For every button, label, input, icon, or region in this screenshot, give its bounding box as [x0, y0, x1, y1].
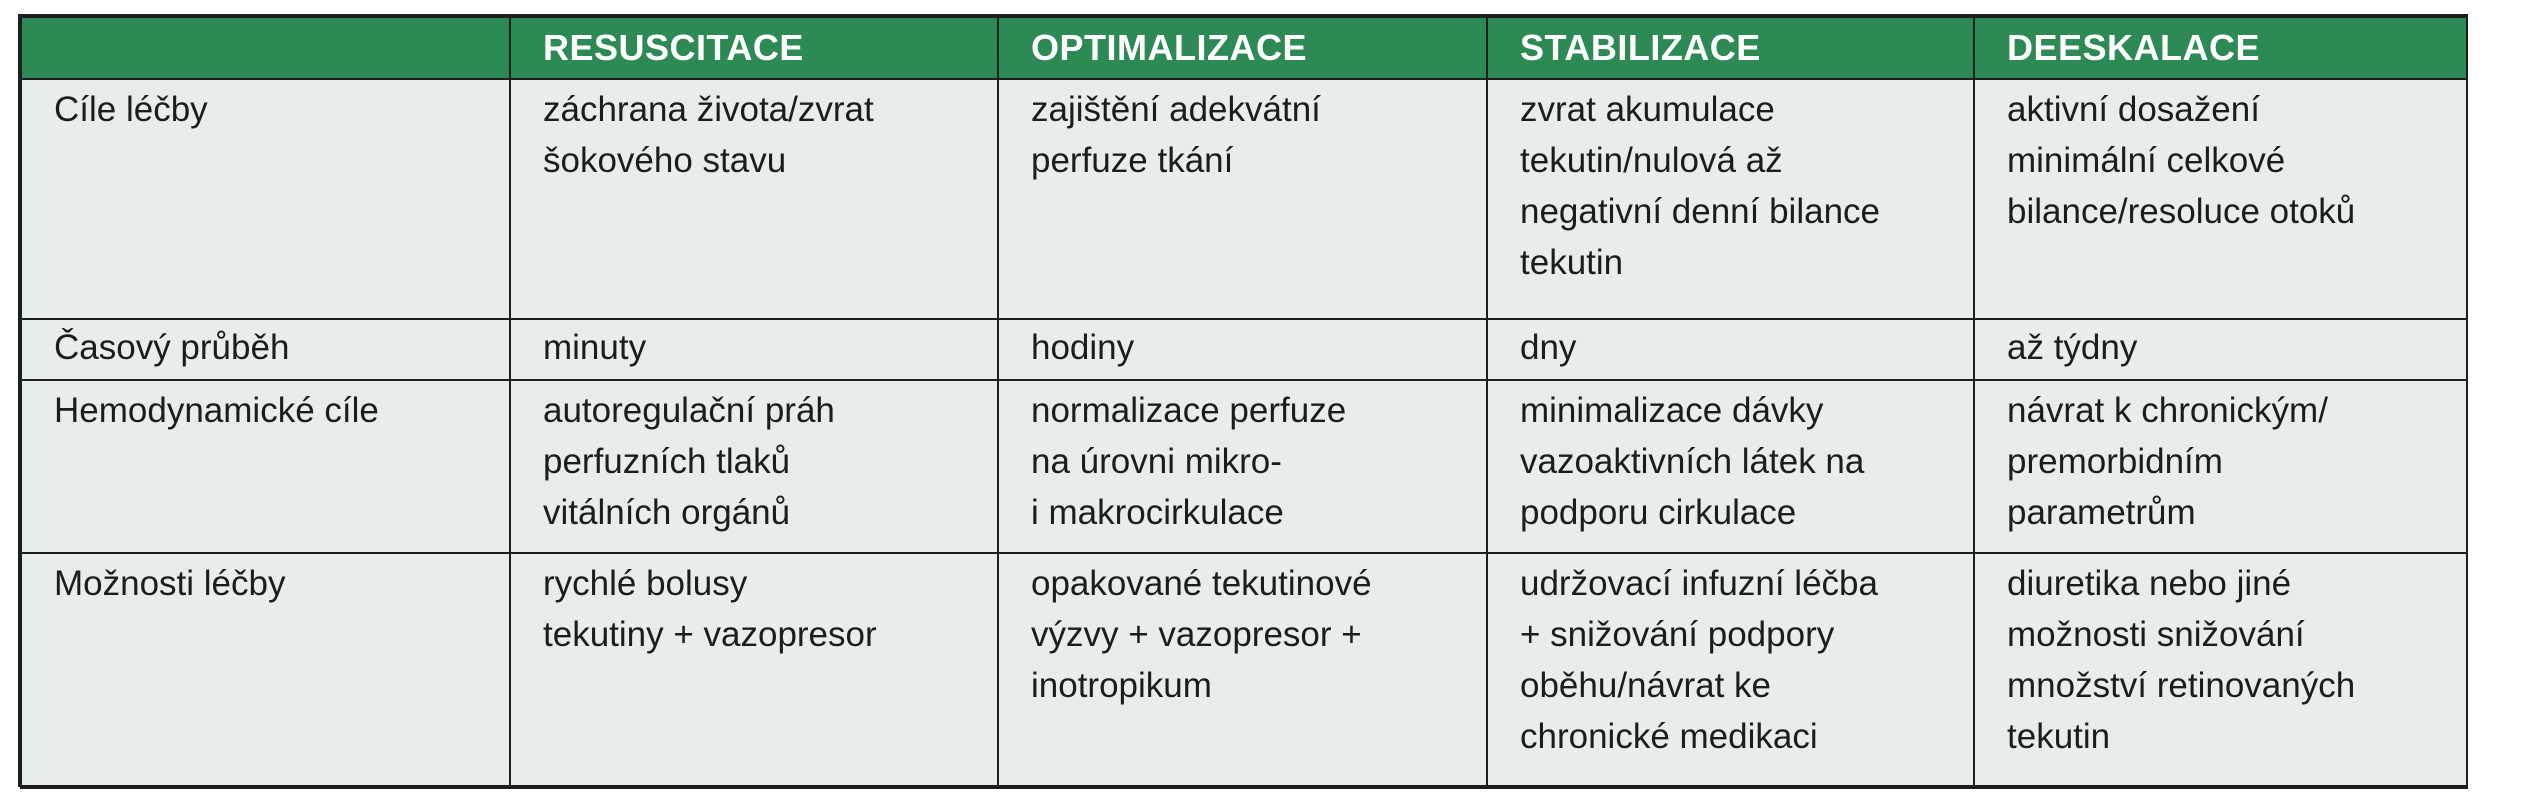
row-label-time-course: Časový průběh [21, 319, 510, 380]
table-cell: udržovací infuzní léčba + snižování podpory oběhu/návrat ke chronické medikaci [1487, 553, 1974, 788]
table-cell: zajištění adekvátní perfuze tkání [998, 79, 1487, 319]
header-optimalizace: OPTIMALIZACE [998, 17, 1487, 79]
table-header-row [21, 17, 2467, 79]
table-cell: hodiny [998, 319, 1487, 380]
table-cell: dny [1487, 319, 1974, 380]
table-cell: opakované tekutinové výzvy + vazopresor + inotropikum [998, 553, 1487, 788]
table-cell: normalizace perfuze na úrovni mikro- i makrocirkulace [998, 380, 1487, 553]
fluid-therapy-phases-table [20, 16, 2468, 789]
table-cell: zvrat akumulace tekutin/nulová až negativní denní bilance tekutin [1487, 79, 1974, 319]
table-cell: záchrana života/zvrat šokového stavu [510, 79, 998, 319]
table-cell: návrat k chronickým/ premorbidním parametrům [1974, 380, 2467, 553]
table-cell: autoregulační práh perfuzních tlaků vitálních orgánů [510, 380, 998, 553]
header-deeskalace: DEESKALACE [1974, 17, 2467, 79]
header-corner-cell [21, 17, 510, 79]
header-stabilizace: STABILIZACE [1487, 17, 1974, 79]
table-row-time-course [21, 319, 2467, 380]
table-cell: minuty [510, 319, 998, 380]
table-cell: až týdny [1974, 319, 2467, 380]
row-label-hemodynamic-goals: Hemodynamické cíle [21, 380, 510, 553]
table-cell: aktivní dosažení minimální celkové bilance/resoluce otoků [1974, 79, 2467, 319]
table-cell: rychlé bolusy tekutiny + vazopresor [510, 553, 998, 788]
table-row-hemodynamic-goals [21, 380, 2467, 553]
row-label-treatment-options: Možnosti léčby [21, 553, 510, 788]
table-row-treatment-goals [21, 79, 2467, 319]
table-row-treatment-options [21, 553, 2467, 788]
table-cell: minimalizace dávky vazoaktivních látek na podporu cirkulace [1487, 380, 1974, 553]
phases-table-container [18, 14, 2468, 787]
row-label-treatment-goals: Cíle léčby [21, 79, 510, 319]
header-resuscitace: RESUSCITACE [510, 17, 998, 79]
table-cell: diuretika nebo jiné možnosti snižování množství retinovaných tekutin [1974, 553, 2467, 788]
